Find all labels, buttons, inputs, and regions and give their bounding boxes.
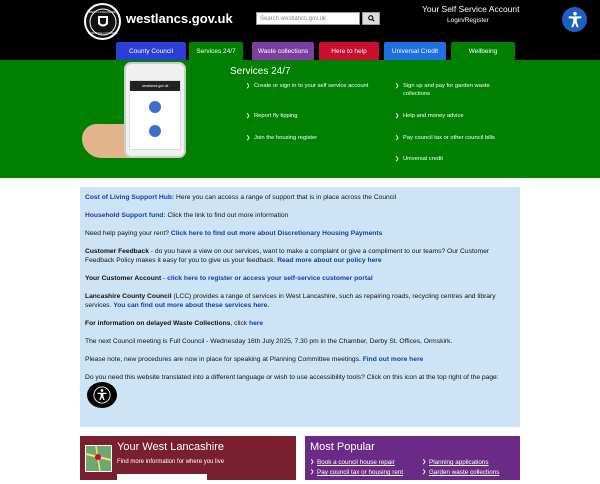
search-button[interactable] xyxy=(362,12,380,25)
popular-link-house-repair[interactable]: ❯ Book a council house repair xyxy=(310,459,395,466)
most-popular-panel xyxy=(305,436,520,480)
hero-link-pay-council-tax[interactable]: ❯ Pay council tax or other council bills xyxy=(395,135,525,143)
notice-panel xyxy=(80,187,520,427)
popular-link-garden-waste[interactable]: ❯ Garden waste collections xyxy=(422,469,499,476)
your-west-lancashire-panel xyxy=(80,436,296,480)
customer-portal-link[interactable]: click here to register or access your self-service customer portal xyxy=(167,275,373,282)
dhp-link[interactable]: Click here to find out more about Discretionary Housing Payments xyxy=(170,230,383,237)
hero-link-garden-waste[interactable]: ❯ Sign up and pay for garden waste collections xyxy=(395,83,515,98)
notice-waste-delays: For information on delayed Waste Collections, click here xyxy=(85,320,264,327)
site-name[interactable]: westlancs.gov.uk xyxy=(126,11,233,26)
site-header xyxy=(0,0,600,42)
notice-feedback: Customer Feedback - do you have a view on our services, want to make a complaint or give a compliment to our teams? Our Customer Feedback Policy makes it easy for you to give us your feedback. Read more about our policy here xyxy=(85,248,490,264)
feedback-policy-link[interactable]: Read more about our policy here xyxy=(277,257,382,264)
lcc-services-link[interactable]: You can find out more about these services here. xyxy=(113,302,270,309)
planning-link[interactable]: Find out more here xyxy=(362,356,424,363)
notice-lcc: Lancashire County Council (LCC) provides a range of services in West Lancashire, such as repairing roads, recycling centres and library services. You can find out more about these services here. xyxy=(85,293,496,309)
accessibility-button[interactable] xyxy=(562,7,587,32)
search-input[interactable]: Search westlancs.gov.uk xyxy=(256,12,360,25)
council-crest-logo[interactable] xyxy=(84,3,121,40)
notice-cost-of-living: Cost of Living Support Hub: Here you can access a range of support that is in place across the Council xyxy=(85,194,397,201)
phone-site-name: westlancs.gov.uk xyxy=(142,84,169,88)
hero-link-fly-tipping[interactable]: ❯ Report fly tipping xyxy=(246,113,376,121)
tab-here-to-help[interactable]: Here to help xyxy=(319,42,379,60)
tab-wellbeing[interactable]: Wellbeing xyxy=(451,42,515,60)
map-thumbnail[interactable] xyxy=(85,445,112,472)
svg-text:WEST LANCASHIRE: WEST LANCASHIRE xyxy=(88,9,117,14)
hero-link-money-advice[interactable]: ❯ Help and money advice xyxy=(395,113,515,121)
notice-council-meeting: The next Council meeting is Full Council - Wednesday 16th July 2025, 7.30 pm in the Chamber, Derby St. Offices, Ormskirk. xyxy=(85,338,453,345)
search-icon xyxy=(368,15,375,22)
tab-waste-collections[interactable]: Waste collections xyxy=(252,42,314,60)
accessibility-icon xyxy=(566,11,584,29)
notice-rent-help: Need help paying your rent? Click here to find out more about Discretionary Housing Payments xyxy=(85,230,383,237)
tab-services-24-7[interactable]: Services 24/7 xyxy=(189,42,243,60)
login-register-link[interactable]: Login/Register xyxy=(447,17,489,24)
hero-link-housing-register[interactable]: ❯ Join the housing register xyxy=(246,135,376,143)
popular-link-council-tax[interactable]: ❯ Pay council tax or housing rent xyxy=(310,469,403,476)
accessibility-icon[interactable] xyxy=(87,382,117,408)
phone-screen xyxy=(129,80,181,150)
notice-household-support: Household Support fund: Click the link to find out more information xyxy=(85,212,289,219)
waste-delays-link[interactable]: here xyxy=(249,320,264,327)
notice-customer-account: Your Customer Account - click here to register or access your self-service customer portal xyxy=(85,275,373,282)
service-tabs xyxy=(0,42,600,60)
tab-county-council[interactable]: County Council xyxy=(116,42,186,60)
notice-translate: Do you need this website translated into a different language or wish to use accessibility tools? Click on this icon at the top right of the page: xyxy=(85,373,515,408)
svg-text:BOROUGH COUNCIL: BOROUGH COUNCIL xyxy=(87,30,118,35)
phone-image xyxy=(124,62,186,158)
self-service-link[interactable]: Your Self Service Account xyxy=(422,4,520,14)
hero-title: Services 24/7 xyxy=(230,66,291,77)
panel-subtitle: Find more information for where you live xyxy=(117,459,225,465)
services-hero xyxy=(0,60,600,178)
phone-lock-icon xyxy=(149,125,161,137)
popular-link-planning[interactable]: ❯ Planning applications xyxy=(422,459,489,466)
postcode-input[interactable] xyxy=(117,474,207,484)
phone-user-icon xyxy=(149,101,161,113)
notice-planning: Please note, new procedures are now in place for speaking at Planning Committee meetings. Find out more here xyxy=(85,356,424,363)
panel-title: Most Popular xyxy=(310,441,375,453)
panel-title: Your West Lancashire xyxy=(117,441,225,453)
hero-link-self-service[interactable]: ❯ Create or sign in to your self service account xyxy=(246,83,376,91)
tab-universal-credit[interactable]: Universal Credit xyxy=(384,42,446,60)
hero-link-universal-credit[interactable]: ❯ Universal credit xyxy=(395,156,515,164)
